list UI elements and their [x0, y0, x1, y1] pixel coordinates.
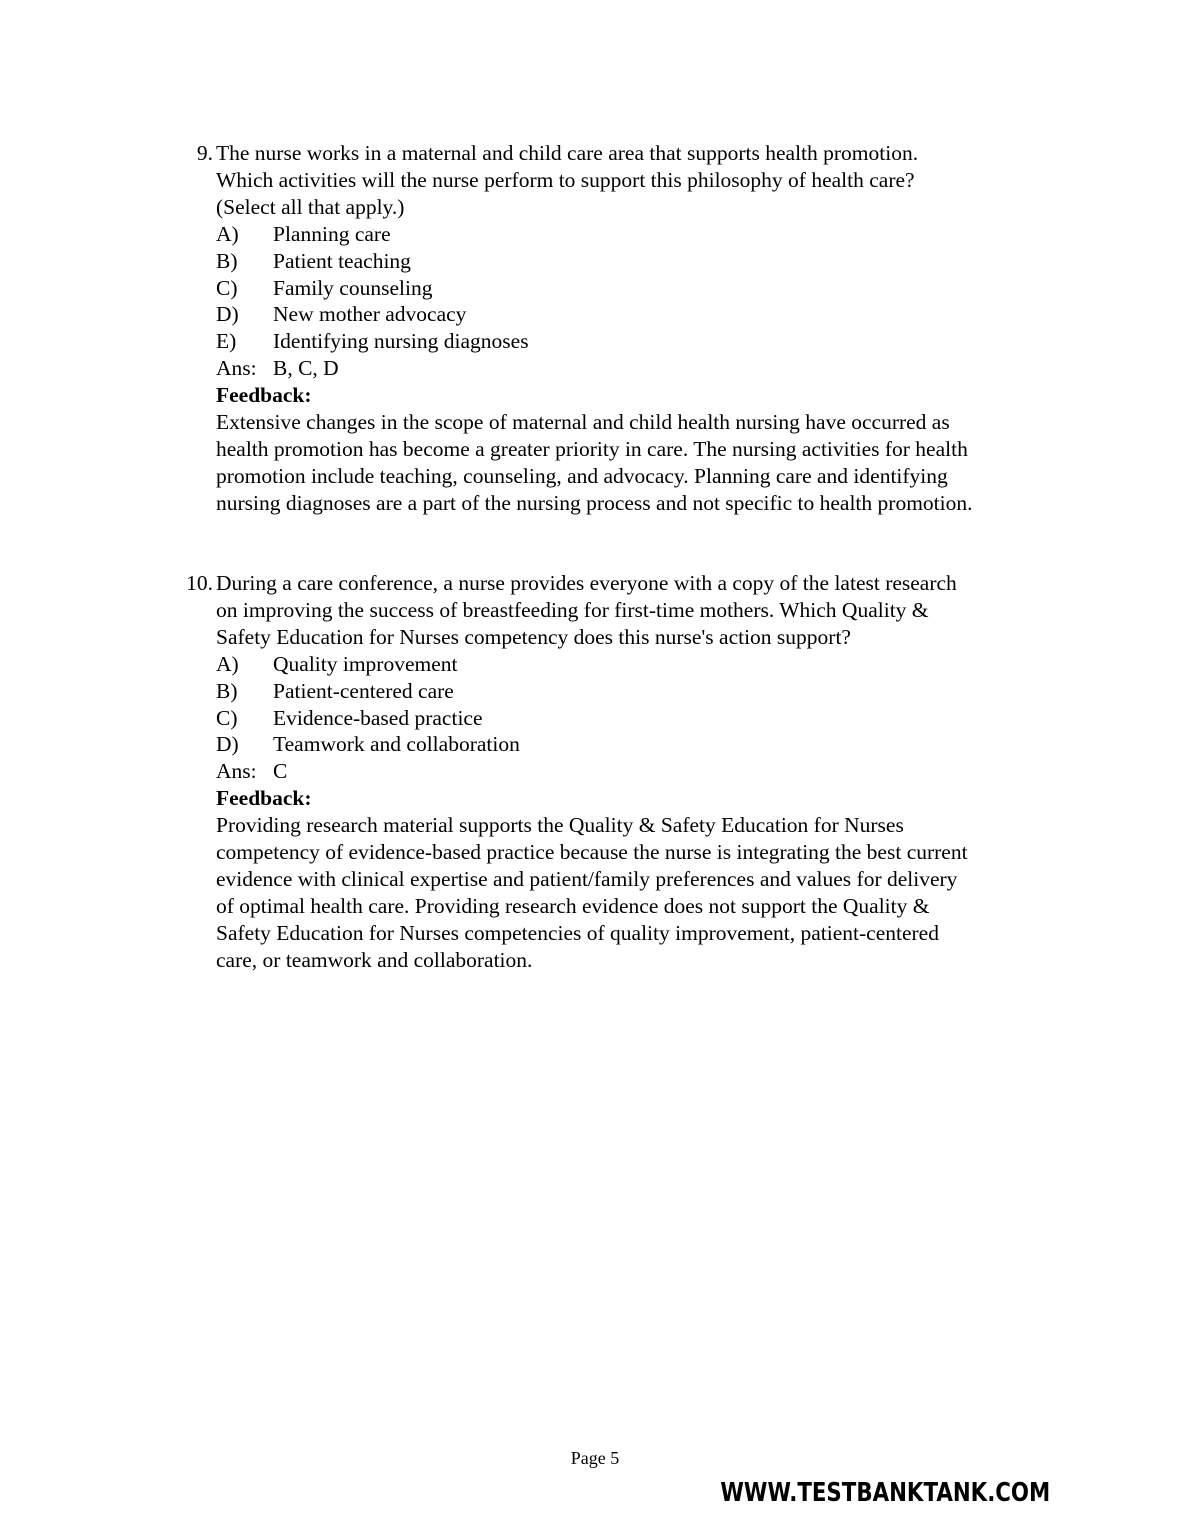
stem-line: Safety Education for Nurses competency does this nurse's action support? — [216, 624, 851, 649]
feedback-line: of optimal health care. Providing research evidence does not support the Quality & — [216, 893, 930, 918]
option-letter: D) — [216, 732, 239, 757]
option-text: New mother advocacy — [273, 302, 467, 327]
option-letter: C) — [216, 705, 238, 730]
stem-line: The nurse works in a maternal and child care area that supports health promotion. — [216, 141, 919, 165]
option-d — [216, 731, 1055, 758]
options-list — [216, 221, 1055, 356]
option-text: Identifying nursing diagnoses — [273, 329, 529, 354]
options-list — [216, 651, 1055, 759]
option-letter: E) — [216, 329, 237, 354]
option-text: Family counseling — [273, 275, 433, 300]
page-number: Page 5 — [570, 1448, 620, 1468]
feedback-line: care, or teamwork and collaboration. — [216, 947, 533, 972]
option-a — [216, 221, 1055, 248]
stem-line: During a care conference, a nurse provides everyone with a copy of the latest research — [216, 571, 957, 595]
option-c — [216, 275, 1055, 302]
stem-line: (Select all that apply.) — [216, 194, 405, 219]
question-number: 10. — [186, 571, 213, 595]
option-c — [216, 705, 1055, 732]
question-9 — [175, 140, 1055, 517]
feedback-line: Safety Education for Nurses competencies of quality improvement, patient-centered — [216, 920, 939, 945]
feedback-text — [216, 409, 1055, 517]
question-10 — [175, 570, 1055, 974]
feedback-line: Providing research material supports the Quality & Safety Education for Nurses — [216, 813, 904, 838]
option-letter: A) — [216, 221, 239, 246]
option-letter: A) — [216, 651, 239, 676]
option-b — [216, 248, 1055, 275]
question-number: 9. — [196, 141, 213, 165]
option-letter: C) — [216, 275, 238, 300]
stem-line: Which activities will the nurse perform to support this philosophy of health care? — [216, 167, 915, 192]
option-letter: B) — [216, 678, 238, 703]
feedback-line: health promotion has become a greater priority in care. The nursing activities for health — [216, 436, 968, 461]
question-body — [216, 140, 1055, 517]
answer-label: Ans: — [216, 356, 257, 381]
option-text: Evidence-based practice — [273, 705, 483, 730]
option-e — [216, 328, 1055, 355]
feedback-line: evidence with clinical expertise and patient/family preferences and values for delivery — [216, 866, 958, 891]
question-stem — [216, 140, 1055, 221]
option-b — [216, 678, 1055, 705]
answer-label: Ans: — [216, 759, 257, 784]
option-a — [216, 651, 1055, 678]
feedback-line: nursing diagnoses are a part of the nursing process and not specific to health promotion. — [216, 490, 973, 515]
option-letter: D) — [216, 302, 239, 327]
option-text: Planning care — [273, 221, 391, 246]
feedback-line: Extensive changes in the scope of maternal and child health nursing have occurred as — [216, 410, 950, 435]
option-text: Quality improvement — [273, 651, 458, 676]
feedback-line: competency of evidence-based practice because the nurse is integrating the best current — [216, 840, 968, 865]
option-d — [216, 301, 1055, 328]
answer-value: B, C, D — [273, 356, 339, 381]
answer-line — [216, 758, 1055, 785]
feedback-line: promotion include teaching, counseling, and advocacy. Planning care and identifying — [216, 463, 948, 488]
feedback-label: Feedback: — [216, 383, 312, 408]
option-text: Patient teaching — [273, 248, 411, 273]
stem-line: on improving the success of breastfeeding for first-time mothers. Which Quality & — [216, 597, 929, 622]
option-text: Patient-centered care — [273, 678, 454, 703]
watermark: WWW.TESTBANKTANK.COM — [720, 1478, 1050, 1508]
feedback-label: Feedback: — [216, 786, 312, 811]
question-stem — [216, 570, 1055, 651]
option-text: Teamwork and collaboration — [273, 732, 520, 757]
answer-line — [216, 355, 1055, 382]
answer-value: C — [273, 759, 288, 784]
option-letter: B) — [216, 248, 238, 273]
feedback-text — [216, 812, 1055, 973]
question-body — [216, 570, 1055, 974]
